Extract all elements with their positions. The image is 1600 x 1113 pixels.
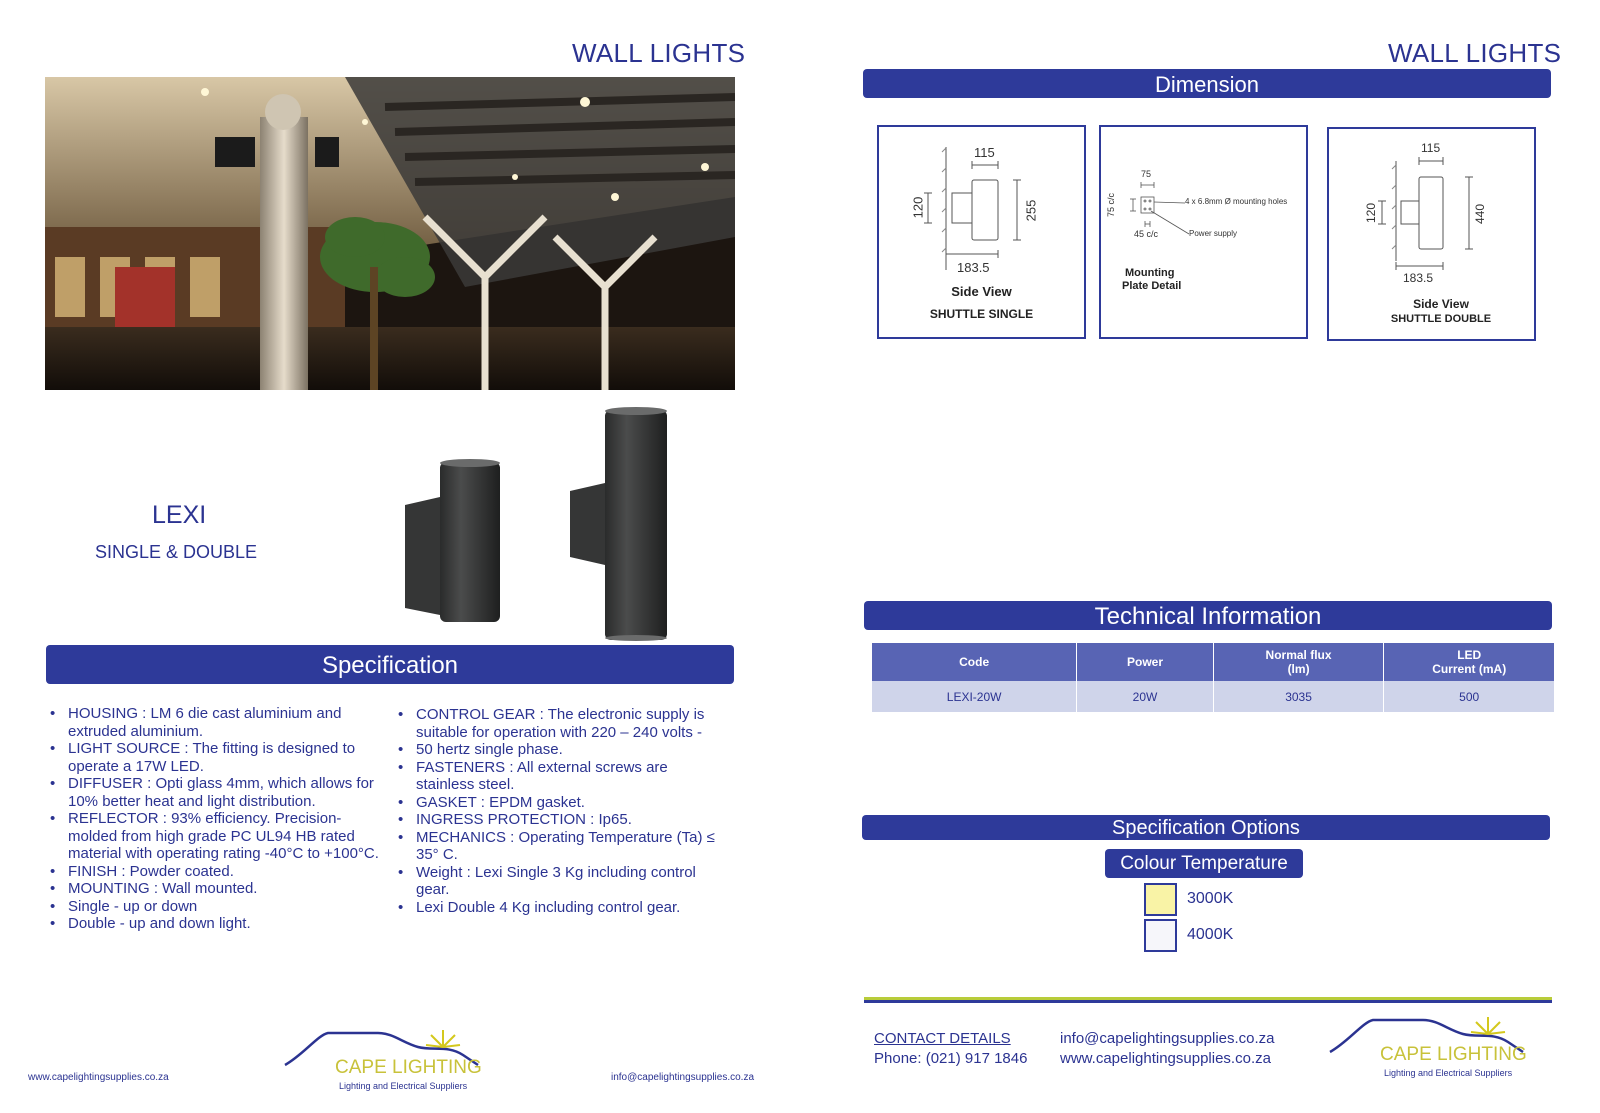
technical-information-bar [864, 601, 1552, 630]
spec-right-item: • INGRESS PROTECTION : Ip65. [394, 811, 724, 829]
table-header-cell: Normal flux (lm) [1213, 643, 1384, 681]
option-3000k-label: 3000K [1187, 890, 1234, 907]
spec-left-item: • Double - up and down light. [46, 915, 386, 933]
spec-left-item: • FINISH : Powder coated. [46, 863, 386, 881]
plate-caption-1: Mounting [1125, 267, 1175, 279]
left-logo-name: CAPE LIGHTING [335, 1057, 482, 1078]
contact-phone[interactable]: Phone: (021) 917 1846 [874, 1050, 1028, 1067]
left-footer-email[interactable]: info@capelightingsupplies.co.za [611, 1072, 755, 1083]
plate-dim-side: 75 c/c [1106, 192, 1117, 218]
spec-left-item: • MOUNTING : Wall mounted. [46, 880, 386, 898]
single-caption-view: Side View [951, 284, 1012, 299]
specification-bar [46, 645, 734, 684]
dimension-box-single [877, 125, 1086, 339]
option-4000k-label: 4000K [1187, 926, 1234, 943]
colour-temperature-title: Colour Temperature [1120, 853, 1288, 874]
single-dim-left: 120 [910, 196, 926, 219]
specification-options-title: Specification Options [1112, 817, 1300, 839]
spec-left-item: • HOUSING : LM 6 die cast aluminium and extruded aluminium. [46, 705, 386, 740]
dimension-title: Dimension [1155, 72, 1259, 97]
spec-left-item: • REFLECTOR : 93% efficiency. Precision-molded from high grade PC UL94 HB rated material with operating rating -40°C to +100°C. [46, 810, 386, 863]
plate-holes-label: 4 x 6.8mm Ø mounting holes [1185, 197, 1288, 206]
spec-list-left [46, 705, 386, 933]
spec-list-right [394, 706, 724, 916]
technical-table [872, 643, 1555, 712]
table-cell: 500 [1384, 681, 1555, 712]
left-footer-website[interactable]: www.capelightingsupplies.co.za [28, 1072, 169, 1083]
dimension-box-plate [1099, 125, 1308, 339]
spec-right-item: • GASKET : EPDM gasket. [394, 794, 724, 812]
plate-power-label: Power supply [1189, 229, 1238, 238]
swatch-4000k [1144, 919, 1177, 952]
left-logo [283, 1025, 488, 1095]
double-caption-model: SHUTTLE DOUBLE [1390, 313, 1492, 325]
contact-email[interactable]: info@capelightingsupplies.co.za [1060, 1030, 1275, 1047]
hero-photo [45, 77, 735, 390]
single-caption-model: SHUTTLE SINGLE [929, 307, 1034, 321]
swatch-3000k [1144, 883, 1177, 916]
dimension-bar [863, 69, 1551, 98]
table-header-cell: LED Current (mA) [1384, 643, 1555, 681]
table-row [872, 681, 1555, 712]
left-logo-tagline: Lighting and Electrical Suppliers [339, 1081, 468, 1091]
spec-right-item: • CONTROL GEAR : The electronic supply is suitable for operation with 220 – 240 volts - [394, 706, 724, 741]
technical-information-title: Technical Information [1094, 603, 1322, 630]
single-dim-bottom: 183.5 [957, 260, 990, 275]
spec-right-item: • Lexi Double 4 Kg including control gear. [394, 899, 724, 917]
plate-dim-bottom: 45 c/c [1134, 229, 1159, 239]
single-dim-right: 255 [1023, 199, 1039, 222]
specification-title: Specification [321, 652, 459, 679]
plate-caption-2: Plate Detail [1122, 280, 1182, 292]
lexi-product-image [395, 405, 685, 645]
spec-right-item: • FASTENERS : All external screws are stainless steel. [394, 759, 724, 794]
contact-website[interactable]: www.capelightingsupplies.co.za [1060, 1050, 1271, 1067]
table-cell: LEXI-20W [872, 681, 1077, 712]
building-night-image [45, 77, 735, 390]
right-logo [1328, 1012, 1533, 1082]
dimension-box-double [1327, 127, 1536, 341]
plate-dim-top: 75 [1141, 169, 1152, 179]
double-dim-top: 115 [1421, 141, 1441, 155]
product-subtitle: SINGLE & DOUBLE [95, 542, 258, 562]
table-cell: 3035 [1213, 681, 1384, 712]
single-dim-top: 115 [974, 145, 995, 160]
contact-details-heading: CONTACT DETAILS [874, 1030, 1011, 1047]
spec-right-item: • 50 hertz single phase. [394, 741, 724, 759]
footer-divider-navy [864, 1000, 1552, 1003]
table-header-cell: Code [872, 643, 1077, 681]
right-logo-tagline: Lighting and Electrical Suppliers [1384, 1068, 1513, 1078]
double-dim-bottom: 183.5 [1403, 271, 1434, 285]
spec-left-item: • Single - up or down [46, 898, 386, 916]
double-dim-left: 120 [1364, 202, 1379, 224]
table-cell: 20W [1077, 681, 1214, 712]
spec-right-item: • MECHANICS : Operating Temperature (Ta) ≤ 35° C. [394, 829, 724, 864]
right-page-heading: WALL LIGHTS [1388, 38, 1562, 68]
double-caption-view: Side View [1413, 297, 1469, 311]
spec-right-item: • Weight : Lexi Single 3 Kg including control gear. [394, 864, 724, 899]
double-dim-right: 440 [1473, 203, 1488, 225]
specification-options-bar [862, 815, 1550, 840]
spec-left-item: • LIGHT SOURCE : The fitting is designed to operate a 17W LED. [46, 740, 386, 775]
colour-temperature-bar [1105, 849, 1303, 878]
spec-left-item: • DIFFUSER : Opti glass 4mm, which allows for 10% better heat and light distribution. [46, 775, 386, 810]
product-name: LEXI [152, 501, 207, 529]
right-logo-name: CAPE LIGHTING [1380, 1044, 1527, 1065]
left-page-heading: WALL LIGHTS [572, 38, 746, 68]
table-header-cell: Power [1077, 643, 1214, 681]
